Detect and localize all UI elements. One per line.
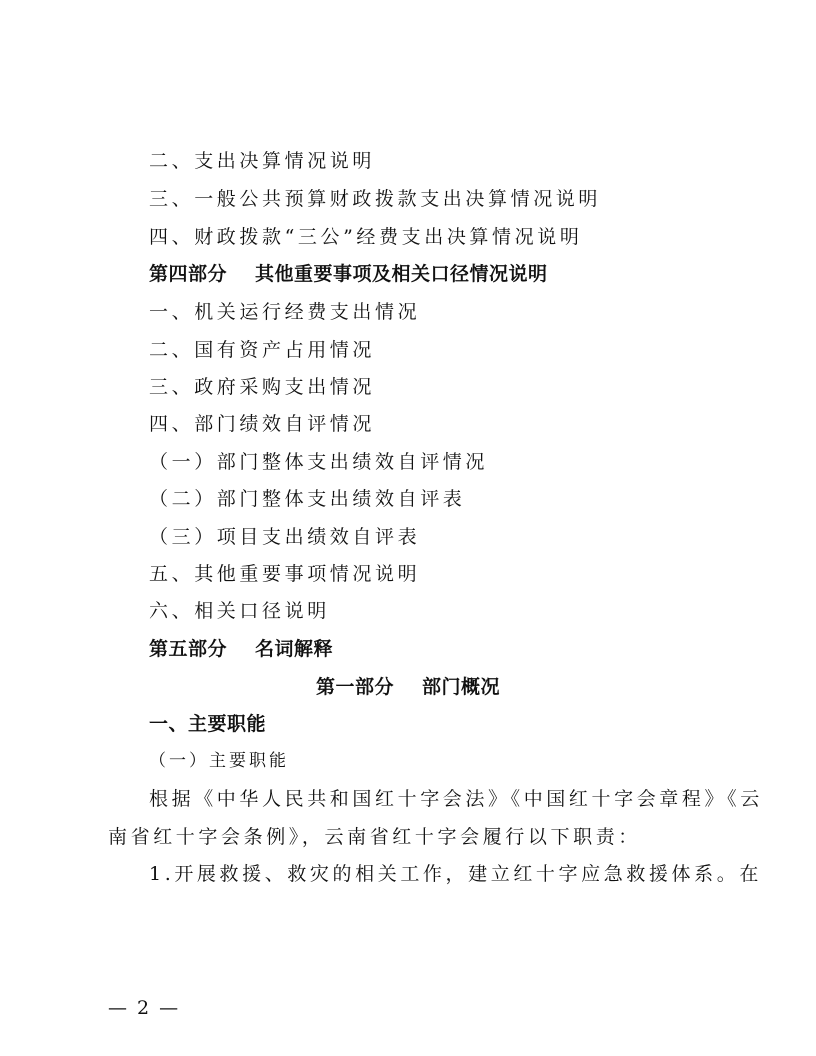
section-number: 第一部分 xyxy=(315,676,394,698)
paragraph-line: 1.开展救援、救灾的相关工作，建立红十字应急救援体系。在 xyxy=(149,863,762,885)
toc-item: 三、一般公共预算财政拨款支出决算情况说明 xyxy=(149,188,602,210)
toc-item: 二、国有资产占用情况 xyxy=(149,339,376,361)
toc-item: 六、相关口径说明 xyxy=(149,600,330,622)
paragraph-line: 南省红十字会条例》，云南省红十字会履行以下职责： xyxy=(108,826,641,848)
subheading-main-functions: （一）主要职能 xyxy=(149,751,289,771)
paragraph-line: 根据《中华人民共和国红十字会法》《中国红十字会章程》《云 xyxy=(149,788,763,810)
toc-item: 五、其他重要事项情况说明 xyxy=(149,563,421,585)
part4-title: 其他重要事项及相关口径情况说明 xyxy=(255,263,548,285)
toc-item: 一、机关运行经费支出情况 xyxy=(149,301,421,323)
part5-number: 第五部分 xyxy=(149,638,228,660)
toc-item: （三）项目支出绩效自评表 xyxy=(149,526,421,548)
heading-main-functions: 一、主要职能 xyxy=(149,713,267,735)
toc-item: （二）部门整体支出绩效自评表 xyxy=(149,488,466,510)
section-title xyxy=(0,678,816,697)
section-name: 部门概况 xyxy=(422,676,501,698)
toc-item: 二、支出决算情况说明 xyxy=(149,150,376,172)
part4-number: 第四部分 xyxy=(149,263,228,285)
toc-item: 四、部门绩效自评情况 xyxy=(149,413,376,435)
toc-part4-heading xyxy=(149,265,548,284)
toc-item: 四、财政拨款“三公”经费支出决算情况说明 xyxy=(149,226,583,248)
toc-item: 三、政府采购支出情况 xyxy=(149,376,376,398)
toc-part5-heading xyxy=(149,640,333,659)
page-number: — 2 — xyxy=(108,997,181,1019)
part5-title: 名词解释 xyxy=(255,638,334,660)
toc-item: （一）部门整体支出绩效自评情况 xyxy=(149,451,489,473)
